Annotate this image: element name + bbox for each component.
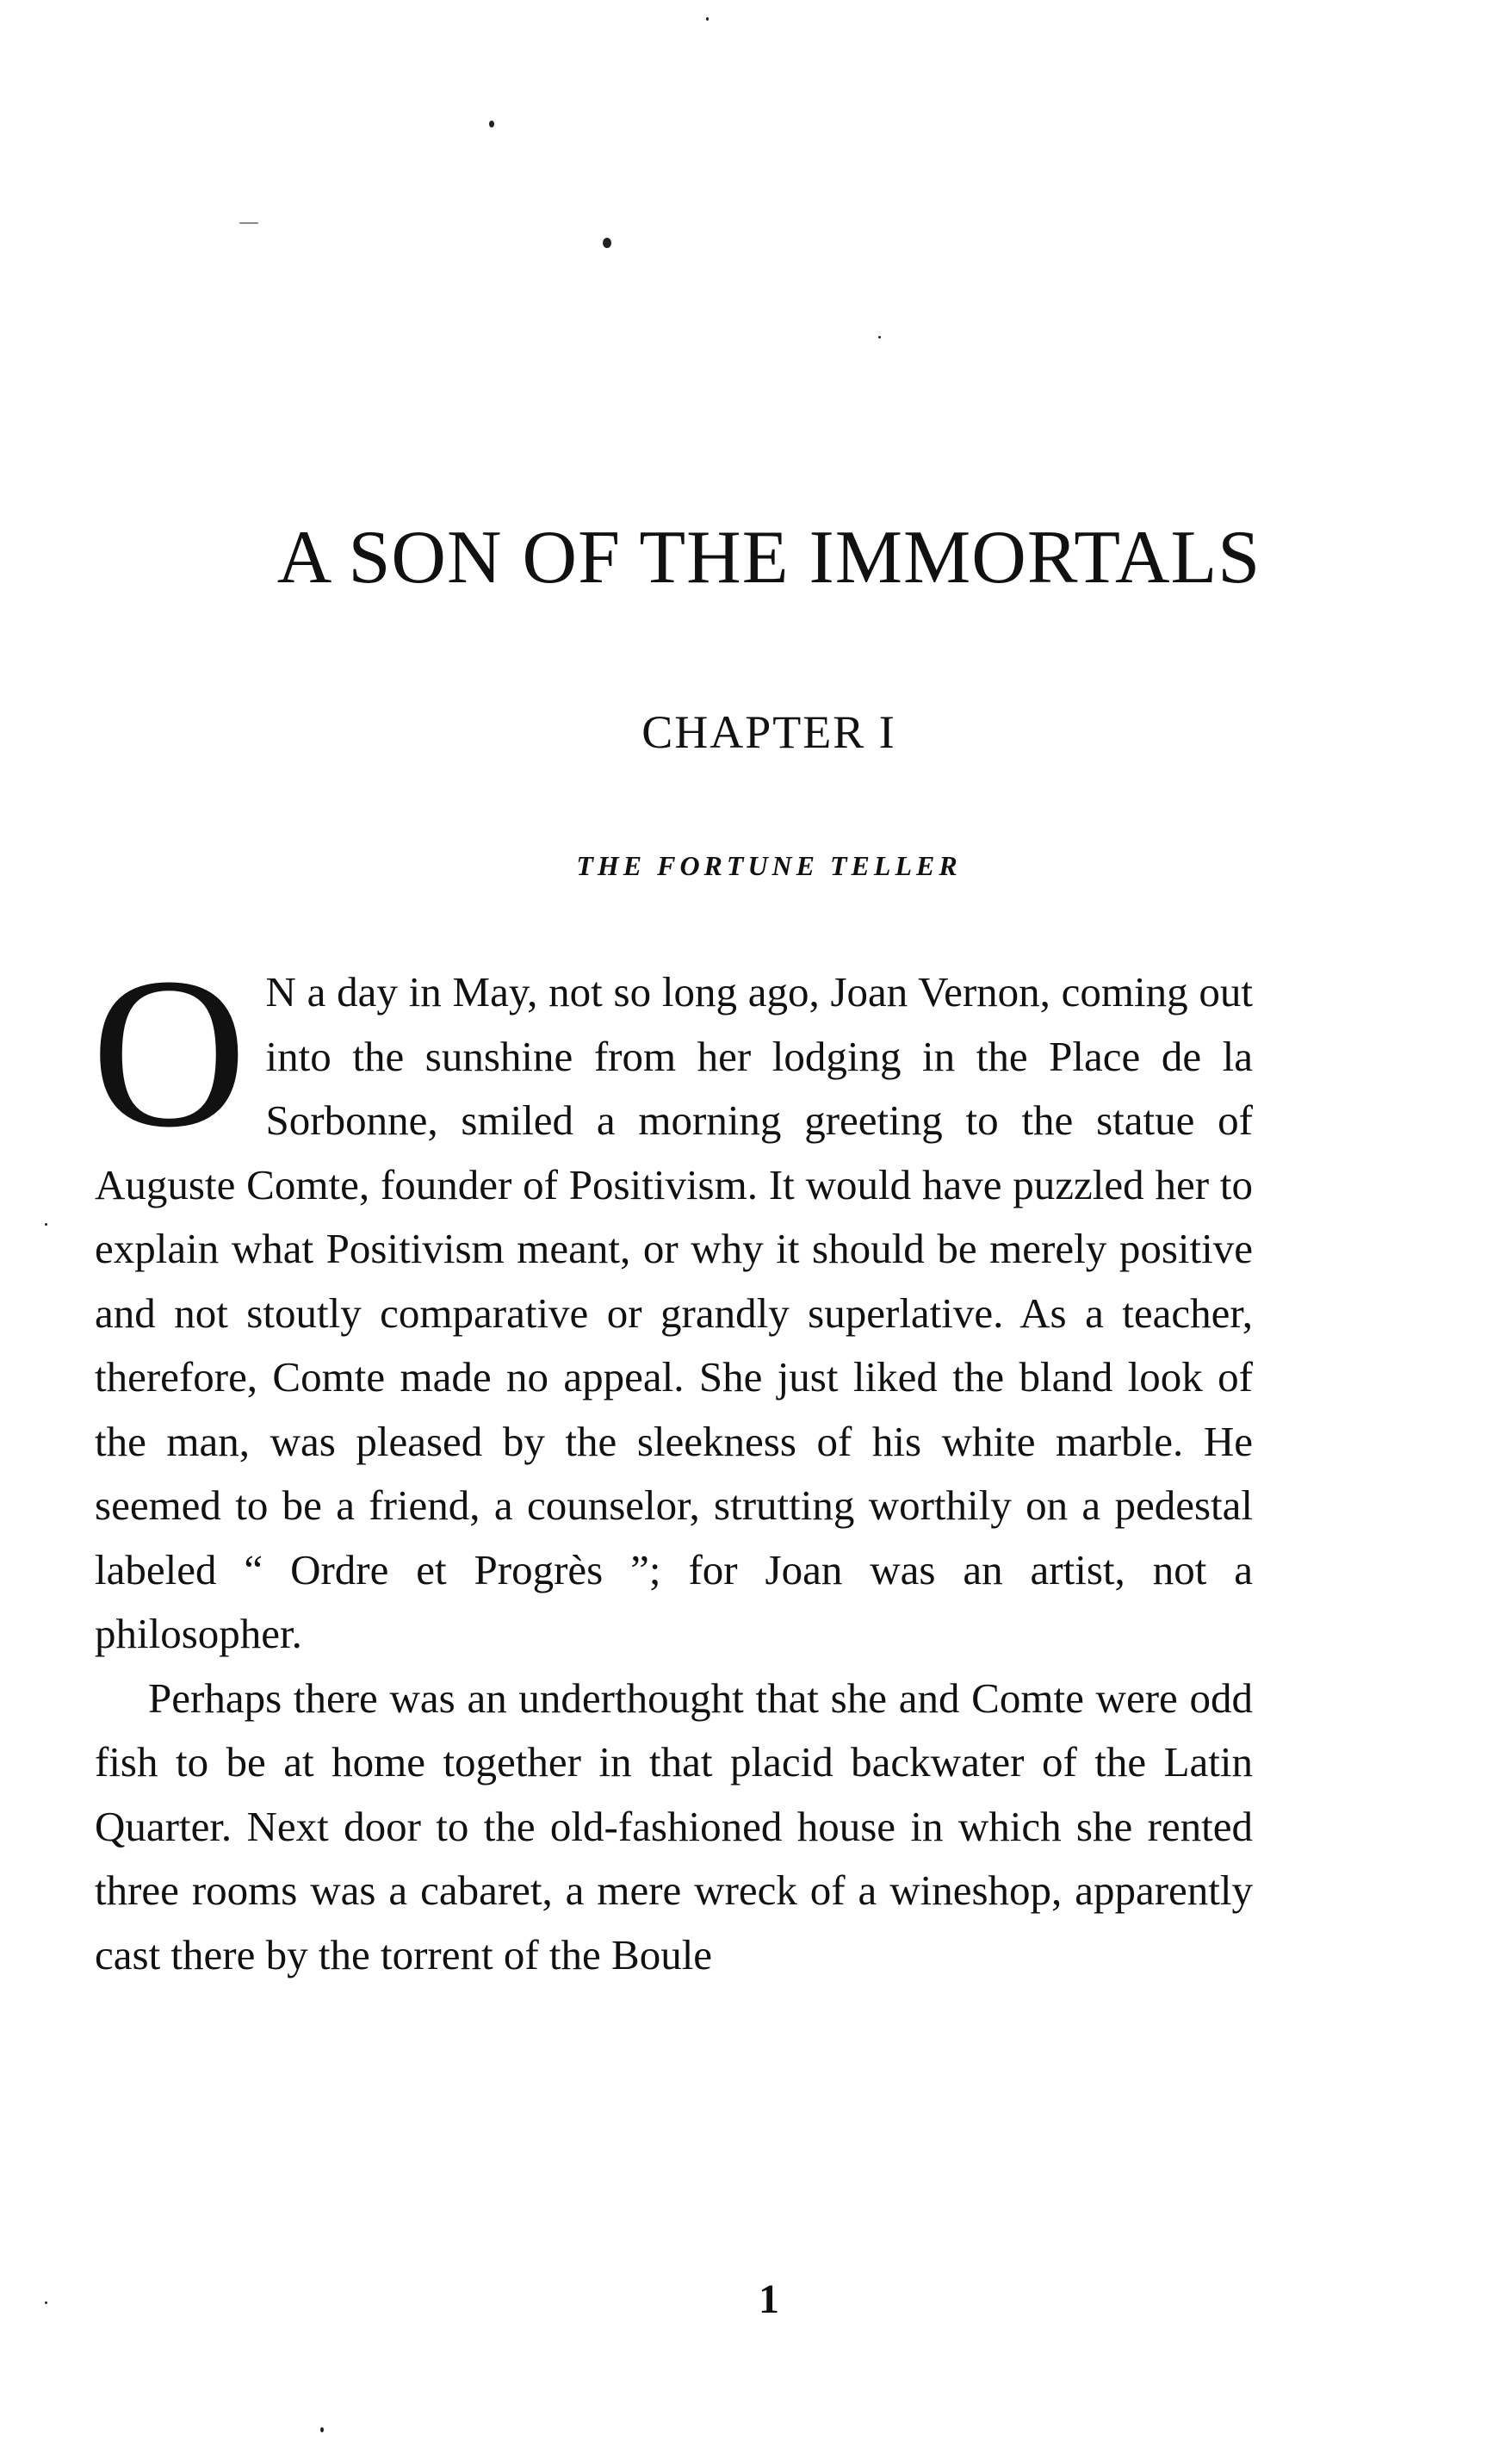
paragraph-text: Perhaps there was an underthought that she and Comte were odd fish to be at home together in that placid backwater of the Latin Quarter. Next door to the old-fashioned house in which she rented three rooms was a cabaret, a mere wreck of a wineshop, apparently cast there by the torrent of the Boule	[95, 1674, 1253, 1978]
body-paragraph	[95, 1667, 1253, 1988]
ink-speck	[320, 2427, 324, 2432]
ink-speck	[489, 121, 494, 127]
body-text	[91, 934, 1253, 1987]
ink-speck	[706, 17, 709, 21]
ink-speck	[878, 336, 881, 338]
chapter-subtitle: THE FORTUNE TELLER	[576, 850, 962, 881]
page-number: 1	[759, 2276, 779, 2322]
ink-speck	[239, 222, 258, 224]
ink-speck	[603, 238, 611, 248]
drop-cap: O	[91, 934, 247, 1172]
body-paragraph	[91, 934, 1253, 1667]
chapter-heading: CHAPTER I	[641, 706, 896, 758]
ink-speck	[45, 1223, 47, 1226]
paragraph-text: N a day in May, not so long ago, Joan Vernon, coming out into the sunshine from her lodging in the Place de la Sorbonne, smiled a morning greeting to the statue of Auguste Comte, founder of Positivism. It would have puzzled her to explain what Positivism meant, or why it should be merely positive and not stoutly comparative or grandly superlative. As a teacher, therefore, Comte made no appeal. She just liked the bland look of the man, was pleased by the sleekness of his white marble. He seemed to be a friend, a counselor, strutting worthily on a pedestal labeled “ Ordre et Progrès ”; for Joan was an artist, not a philosopher.	[95, 968, 1253, 1657]
book-title: A SON OF THE IMMORTALS	[276, 516, 1261, 599]
